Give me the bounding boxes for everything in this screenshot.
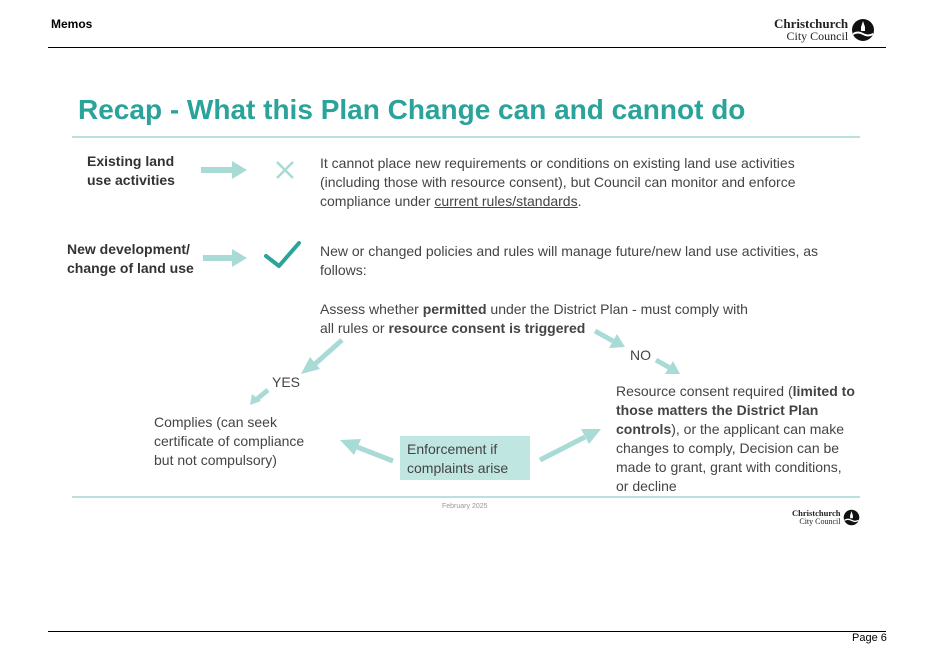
complies-text: Complies (can seek certificate of compliance but not compulsory) — [154, 414, 305, 468]
logo-small-text-line2: City Council — [799, 516, 841, 526]
slide-date: February 2025 — [442, 503, 488, 510]
cross-icon — [277, 162, 293, 178]
check-icon — [266, 243, 299, 266]
enforcement-box: Enforcement if complaints arise — [400, 436, 530, 480]
arrow-right-icon — [201, 161, 247, 179]
arrow-yes-line — [315, 340, 342, 364]
existing-land-use-label: Existing land use activities — [87, 153, 175, 188]
page-number: Page 6 — [852, 632, 887, 644]
assess-text: Assess whether permitted under the District Plan - must comply with all rules or resource consent is triggered — [320, 301, 748, 336]
resource-consent-text: Resource consent required (limited to those matters the District Plan controls), or the applicant can make changes to comply, Decision can be made to grant, grant with conditions, or decline — [616, 383, 855, 494]
existing-land-use-text: It cannot place new requirements or conditions on existing land use activities (including those with resource consent), but Council can monitor and enforce compliance under current rules/standards. — [320, 155, 796, 209]
logo-small-text-line1: Christchurch — [792, 508, 841, 519]
footer-rule — [48, 631, 886, 632]
logo-text-line1: Christchurch — [774, 16, 849, 31]
arrow-no2-line — [656, 360, 670, 368]
no-label: NO — [630, 347, 651, 363]
current-rules-link[interactable]: current rules/standards — [434, 193, 578, 209]
arrow-right-icon — [203, 249, 247, 267]
arrow-enforce-left-line — [357, 447, 393, 461]
yes-label: YES — [272, 374, 301, 390]
slide-bottom-divider — [72, 496, 860, 498]
arrow-no-line — [595, 331, 613, 341]
slide-title: Recap - What this Plan Change can and cannot do — [78, 94, 746, 125]
logo-text-line2: City Council — [786, 29, 849, 43]
new-development-label: New development/ change of land use — [67, 241, 194, 276]
arrow-yes2-line — [257, 390, 268, 399]
new-development-text: New or changed policies and rules will manage future/new land use activities, as follows: — [320, 243, 819, 278]
arrow-enforce-right-line — [540, 437, 585, 460]
council-logo-small — [792, 509, 860, 526]
cathedral-icon — [843, 509, 860, 526]
document-header-title: Memos — [51, 17, 93, 31]
